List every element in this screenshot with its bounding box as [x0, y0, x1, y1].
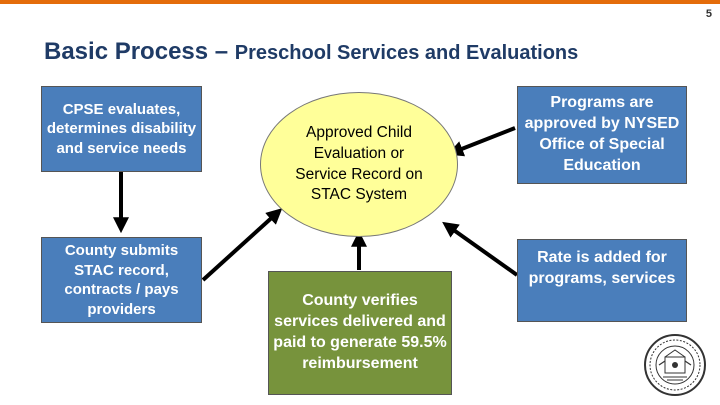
- arrow-programs-to-record: [454, 128, 515, 152]
- box-programs-approved: [517, 86, 687, 184]
- slide-number: 5: [705, 8, 712, 20]
- box-programs-approved-label: Programs are approved by NYSED Office of Special Education: [524, 94, 680, 174]
- box-county-submits-label: County submits STAC record, contracts / pays providers: [64, 242, 179, 318]
- arrow-rate-to-record: [448, 226, 517, 275]
- box-county-submits: [41, 237, 202, 323]
- title-main: Basic Process –: [44, 38, 235, 65]
- nys-seal-icon: [643, 333, 707, 397]
- box-cpse-evaluates: [41, 86, 202, 172]
- box-rate-added-label: Rate is added for programs, services: [528, 249, 676, 287]
- arrow-county-to-record: [203, 213, 277, 280]
- box-county-verifies: [268, 271, 452, 395]
- ellipse-approved-record-label: Approved Child Evaluation or Service Record on STAC System: [295, 123, 423, 204]
- box-county-verifies-label: County verifies services delivered and paid to generate 59.5% reimbursement: [273, 292, 447, 372]
- ellipse-approved-record: [260, 92, 458, 237]
- title-sub: Preschool Services and Evaluations: [234, 42, 579, 64]
- box-rate-added: [517, 239, 687, 322]
- box-cpse-label: CPSE evaluates, determines disability and service needs: [46, 100, 197, 157]
